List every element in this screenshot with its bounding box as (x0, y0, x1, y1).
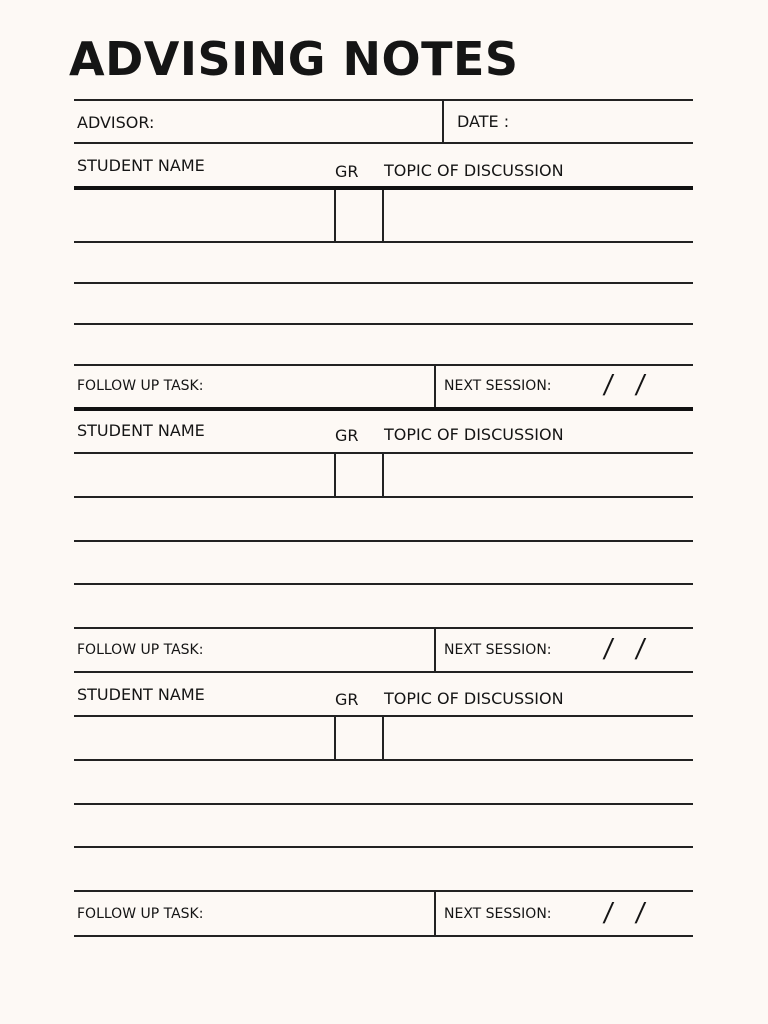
student-name-label: STUDENT NAME (77, 156, 205, 175)
date-field[interactable] (522, 104, 690, 140)
notes-field[interactable] (76, 326, 690, 364)
notes-field[interactable] (76, 849, 690, 889)
header-divider (442, 99, 444, 143)
advisor-field[interactable] (170, 104, 438, 140)
grade-label: GR (335, 162, 359, 181)
grade-field[interactable] (337, 718, 381, 758)
page-title: ADVISING NOTES (69, 32, 519, 86)
grade-divider-left (334, 716, 336, 759)
date-separator: / (633, 634, 647, 664)
topic-field[interactable] (386, 191, 690, 239)
notes-line (74, 803, 693, 805)
follow-up-divider (434, 364, 436, 408)
notes-line (74, 583, 693, 585)
topic-label: TOPIC OF DISCUSSION (384, 425, 564, 444)
follow-up-top-rule (74, 890, 693, 892)
grade-divider-right (382, 190, 384, 241)
follow-up-field[interactable] (222, 894, 432, 932)
grade-divider-left (334, 453, 336, 496)
notes-line (74, 540, 693, 542)
date-separator: / (601, 634, 615, 664)
date-separator: / (633, 898, 647, 928)
student-name-label: STUDENT NAME (77, 685, 205, 704)
follow-up-top-rule (74, 364, 693, 366)
entry-bottom-rule (74, 671, 693, 673)
student-name-field[interactable] (76, 455, 332, 495)
follow-up-divider (434, 890, 436, 935)
date-separator: / (601, 898, 615, 928)
student-name-field[interactable] (76, 191, 332, 239)
notes-field[interactable] (76, 762, 690, 802)
header-bottom-rule (74, 142, 693, 144)
advisor-label: ADVISOR: (77, 113, 155, 132)
entry-bottom-rule (74, 407, 693, 411)
grade-divider-right (382, 453, 384, 496)
notes-field[interactable] (76, 543, 690, 583)
next-session-label: NEXT SESSION: (444, 642, 552, 658)
date-separator: / (633, 370, 647, 400)
follow-up-label: FOLLOW UP TASK: (77, 378, 204, 394)
follow-up-label: FOLLOW UP TASK: (77, 642, 204, 658)
notes-line (74, 241, 693, 243)
next-session-label: NEXT SESSION: (444, 378, 552, 394)
student-name-label: STUDENT NAME (77, 421, 205, 440)
notes-field[interactable] (76, 806, 690, 846)
grade-label: GR (335, 690, 359, 709)
follow-up-divider (434, 627, 436, 671)
header-top-rule (74, 99, 693, 101)
notes-line (74, 323, 693, 325)
notes-field[interactable] (76, 586, 690, 626)
grade-field[interactable] (337, 455, 381, 495)
notes-field[interactable] (76, 285, 690, 323)
grade-divider-left (334, 190, 336, 241)
next-session-label: NEXT SESSION: (444, 906, 552, 922)
notes-field[interactable] (76, 499, 690, 539)
topic-field[interactable] (386, 718, 690, 758)
grade-label: GR (335, 426, 359, 445)
next-session-date-field[interactable] (570, 894, 690, 932)
notes-line (74, 846, 693, 848)
follow-up-field[interactable] (222, 368, 432, 406)
grade-field[interactable] (337, 191, 381, 239)
notes-field[interactable] (76, 244, 690, 282)
next-session-date-field[interactable] (570, 631, 690, 669)
student-name-field[interactable] (76, 718, 332, 758)
follow-up-top-rule (74, 627, 693, 629)
notes-line (74, 759, 693, 761)
topic-label: TOPIC OF DISCUSSION (384, 161, 564, 180)
date-separator: / (601, 370, 615, 400)
topic-label: TOPIC OF DISCUSSION (384, 689, 564, 708)
notes-line (74, 282, 693, 284)
entry-bottom-rule (74, 935, 693, 937)
grade-divider-right (382, 716, 384, 759)
follow-up-label: FOLLOW UP TASK: (77, 906, 204, 922)
topic-field[interactable] (386, 455, 690, 495)
next-session-date-field[interactable] (570, 368, 690, 406)
date-label: DATE : (457, 112, 510, 131)
notes-line (74, 496, 693, 498)
follow-up-field[interactable] (222, 631, 432, 669)
